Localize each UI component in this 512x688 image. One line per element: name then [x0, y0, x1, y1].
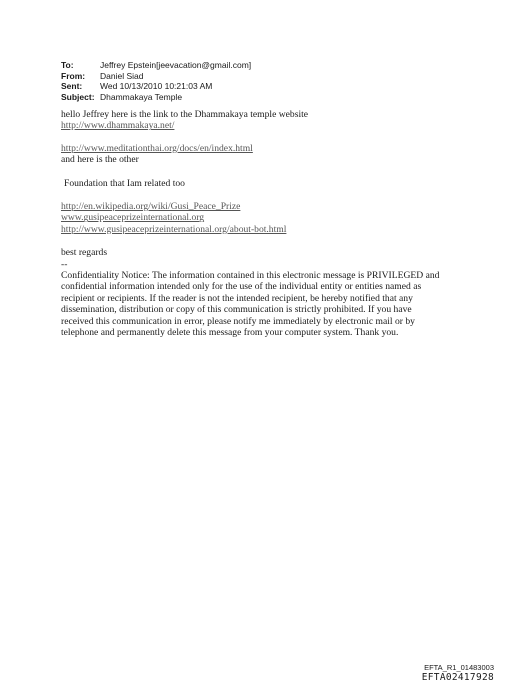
link-gusi-site[interactable]: www.gusipeaceprizeinternational.org [61, 212, 205, 224]
notice-line: telephone and permanently delete this message from your computer system. Thank you. [61, 327, 399, 339]
subject-label: Subject: [61, 91, 95, 102]
notice-line: confidential information intended only for the use of the individual entity or entities named as [61, 281, 422, 293]
notice-line: recipient or recipients. If the reader is not the intended recipient, be hereby notified that any [61, 292, 413, 304]
notice-line: dissemination, distribution or copy of this communication is strictly prohibited. If you have [61, 304, 412, 316]
from-label: From: [61, 70, 86, 81]
foundation-text: Foundation that Iam related too [64, 177, 185, 189]
notice-line: Confidentiality Notice: The information contained in this electronic message is PRIVILEGED and [61, 270, 440, 282]
signature-separator: -- [61, 258, 68, 270]
email-header [61, 60, 251, 102]
closing-text: best regards [61, 247, 108, 259]
from-value: Daniel Siad [100, 70, 144, 81]
bates-number: EFTA02417928 [421, 672, 494, 683]
link-dhammakaya[interactable]: http://www.dhammakaya.net/ [61, 120, 175, 132]
efta-document-id: EFTA_R1_01483003 [424, 663, 494, 672]
to-value: Jeffrey Epstein[jeevacation@gmail.com] [100, 60, 252, 70]
notice-line: received this communication in error, please notify me immediately by electronic mail or by [61, 315, 415, 327]
header-from-row [61, 71, 251, 82]
header-to-row [61, 60, 251, 71]
other-text: and here is the other [61, 154, 139, 166]
header-subject-row [61, 92, 251, 103]
subject-value: Dhammakaya Temple [100, 91, 183, 102]
email-body [61, 109, 461, 339]
header-sent-row [61, 81, 251, 92]
link-gusi-about[interactable]: http://www.gusipeaceprizeinternational.org/about-bot.html [61, 223, 287, 235]
to-label: To: [61, 60, 74, 70]
confidentiality-notice [61, 270, 461, 338]
link-meditationthai[interactable]: http://www.meditationthai.org/docs/en/index.html [61, 142, 253, 154]
sent-label: Sent: [61, 81, 83, 91]
intro-text: hello Jeffrey here is the link to the Dhammakaya temple website [61, 109, 309, 120]
sent-value: Wed 10/13/2010 10:21:03 AM [100, 81, 213, 91]
link-wikipedia-gusi[interactable]: http://en.wikipedia.org/wiki/Gusi_Peace_Prize [61, 201, 241, 213]
